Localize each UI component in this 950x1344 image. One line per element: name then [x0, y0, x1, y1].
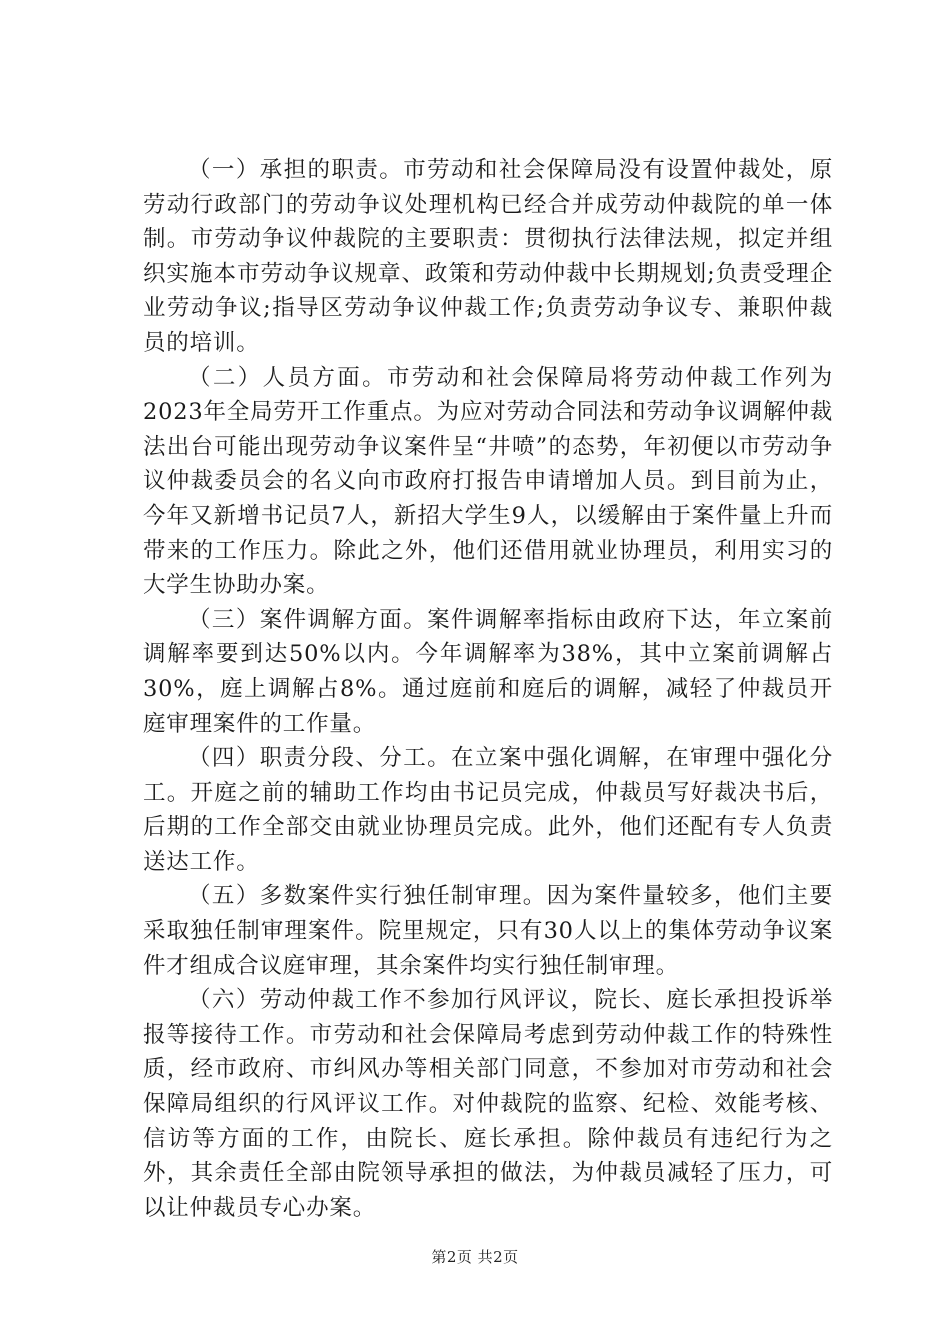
paragraph-division-of-labor: （四）职责分段、分工。在立案中强化调解，在审理中强化分工。开庭之前的辅助工作均由书记员完成，仲裁员写好裁决书后，后期的工作全部交由就业协理员完成。此外，他们还配有专人负责送达工作。	[143, 745, 833, 875]
paragraph-personnel: （二）人员方面。市劳动和社会保障局将劳动仲裁工作列为2023年全局劳开工作重点。为应对劳动合同法和劳动争议调解仲裁法出台可能出现劳动争议案件呈“井喷”的态势，年初便以市劳动争议仲裁委员会的名义向市政府打报告申请增加人员。到目前为止，今年又新增书记员7人，新招大学生9人，以缓解由于案件量上升而带来的工作压力。除此之外，他们还借用就业协理员，利用实习的大学生协助办案。	[143, 364, 833, 599]
page-number-footer: 第2页 共2页	[431, 1248, 519, 1266]
paragraph-mediation: （三）案件调解方面。案件调解率指标由政府下达，年立案前调解率要到达50%以内。今年调解率为38%，其中立案前调解占30%，庭上调解占8%。通过庭前和庭后的调解，减轻了仲裁员开庭审理案件的工作量。	[143, 606, 833, 737]
document-body	[143, 153, 833, 1225]
paragraph-duties: （一）承担的职责。市劳动和社会保障局没有设置仲裁处，原劳动行政部门的劳动争议处理机构已经合并成劳动仲裁院的单一体制。市劳动争议仲裁院的主要职责：贯彻执行法律法规，拟定并组织实施本市劳动争议规章、政策和劳动仲裁中长期规划;负责受理企业劳动争议;指导区劳动争议仲裁工作;负责劳动争议专、兼职仲裁员的培训。	[143, 157, 833, 356]
paragraph-sole-arbitrator: （五）多数案件实行独任制审理。因为案件量较多，他们主要采取独任制审理案件。院里规定，只有30人以上的集体劳动争议案件才组成合议庭审理，其余案件均实行独任制审理。	[143, 883, 833, 979]
paragraph-evaluation: （六）劳动仲裁工作不参加行风评议，院长、庭长承担投诉举报等接待工作。市劳动和社会保障局考虑到劳动仲裁工作的特殊性质，经市政府、市纠风办等相关部门同意，不参加对市劳动和社会保障局组织的行风评议工作。对仲裁院的监察、纪检、效能考核、信访等方面的工作，由院长、庭长承担。除仲裁员有违纪行为之外，其余责任全部由院领导承担的做法，为仲裁员减轻了压力，可以让仲裁员专心办案。	[143, 987, 833, 1221]
